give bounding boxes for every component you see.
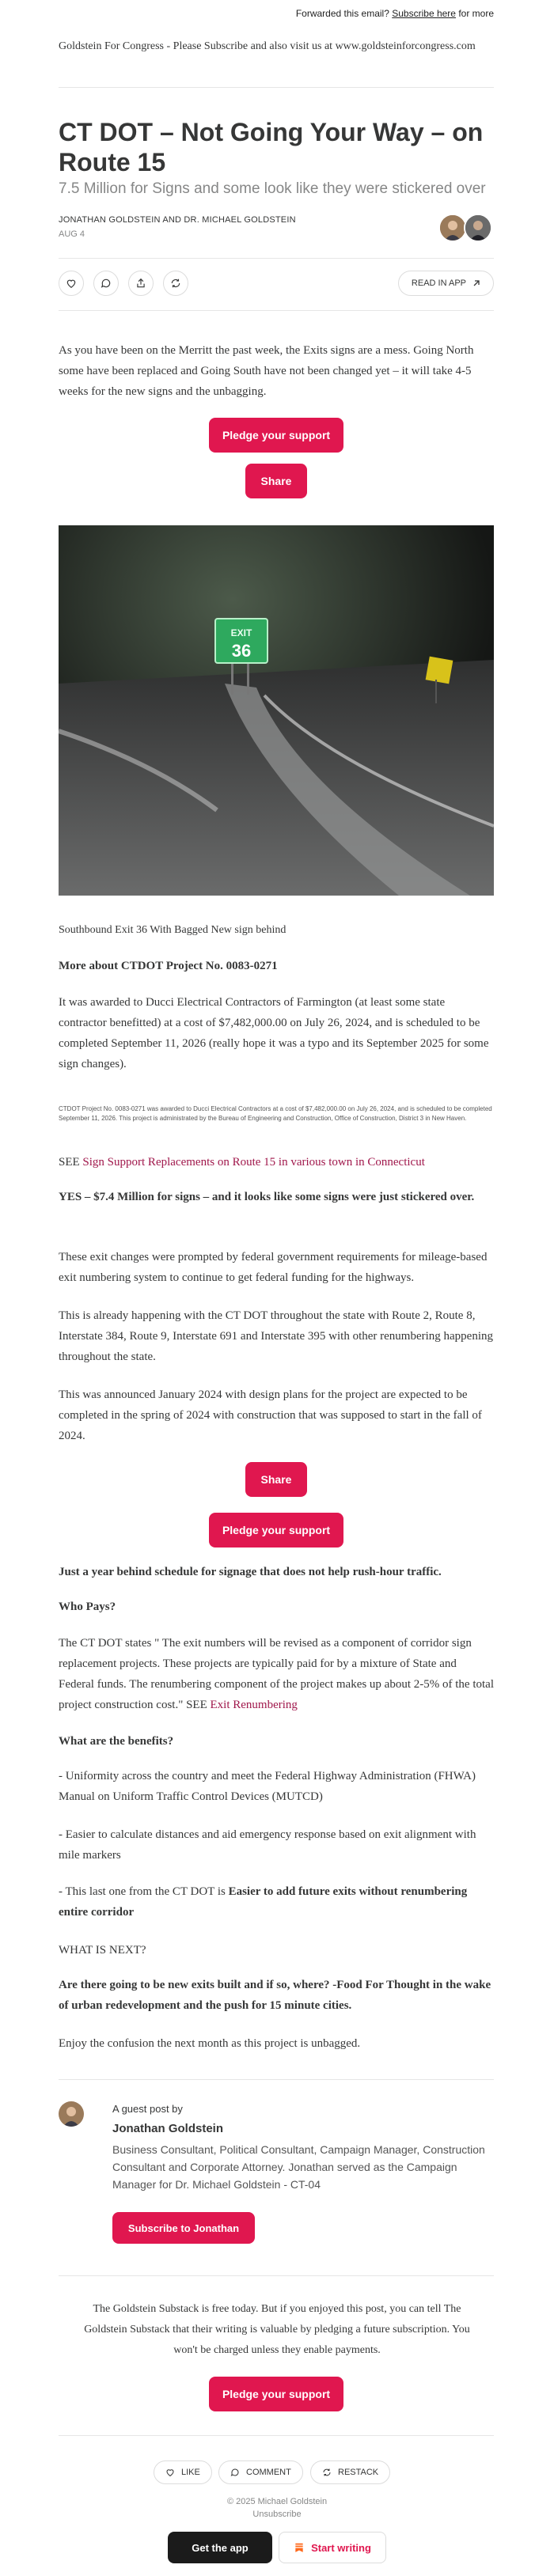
guest-label: A guest post by	[112, 2103, 183, 2115]
comment-label: COMMENT	[246, 2468, 291, 2477]
post-subtitle: 7.5 Million for Signs and some look like they were stickered over	[59, 180, 486, 197]
footer-comment-button[interactable]	[218, 2460, 303, 2484]
heading-more-about: More about CTDOT Project No. 0083-0271	[59, 960, 278, 972]
footer-like-button[interactable]	[154, 2460, 212, 2484]
author-avatar-jonathan[interactable]	[438, 214, 467, 242]
comment-button[interactable]	[93, 271, 119, 296]
copyright: © 2025 Michael Goldstein	[226, 2497, 328, 2506]
read-in-app-label: READ IN APP	[411, 278, 466, 288]
start-writing-button[interactable]	[279, 2532, 386, 2563]
forwarded-suffix: for more	[458, 8, 494, 19]
heading-future-exits: Are there going to be new exits built and if so, where? -Food For Thought in the wake of urban redevelopment and the push for 15 minute cities.	[59, 1979, 491, 2012]
guest-avatar[interactable]	[59, 2101, 84, 2127]
heading-yes: YES – $7.4 Million for signs – and it looks like some signs were just stickered over.	[59, 1191, 475, 1203]
heading-behind: Just a year behind schedule for signage that does not help rush-hour traffic.	[59, 1566, 442, 1578]
restack-button[interactable]	[163, 271, 188, 296]
benefit-distances: - Easier to calculate distances and aid emergency response based on exit alignment with mile markers	[59, 1828, 476, 1862]
pledge-support-button-3[interactable]: Pledge your support	[209, 2377, 343, 2411]
share-button-2[interactable]: Share	[245, 1462, 307, 1497]
benefit-future-exits	[59, 1881, 494, 1923]
federal-paragraph: These exit changes were prompted by federal government requirements for mileage-based exit numbering system to continue to get federal funding for the highways.	[59, 1251, 488, 1284]
post-authors[interactable]: JONATHAN GOLDSTEIN AND DR. MICHAEL GOLDSTEIN	[59, 215, 296, 225]
see-line	[59, 1152, 494, 1172]
footer-restack-button[interactable]	[310, 2460, 390, 2484]
forwarded-notice	[296, 8, 494, 19]
see-prefix: SEE	[59, 1156, 80, 1169]
comment-icon	[101, 278, 112, 289]
routes-paragraph: This is already happening with the CT DOT throughout the state with Route 2, Route 8, Interstate 384, Route 9, Interstate 691 and Interstate 395 with other renumbering happening throughout the state.	[59, 1309, 494, 1363]
subscribe-to-jonathan-button[interactable]: Subscribe to Jonathan	[112, 2212, 255, 2244]
who-pays-paragraph	[59, 1633, 494, 1715]
like-button[interactable]	[59, 271, 84, 296]
divider	[59, 87, 494, 88]
post-title[interactable]: CT DOT – Not Going Your Way – on Route 15	[59, 118, 484, 176]
sign-exit-text: EXIT	[230, 627, 252, 638]
closing-paragraph: Enjoy the confusion the next month as this project is unbagged.	[59, 2037, 361, 2050]
divider	[59, 2079, 494, 2080]
exit-renumbering-link[interactable]: Exit Renumbering	[210, 1699, 298, 1711]
heart-icon	[165, 2468, 175, 2477]
benefit-future-prefix: - This last one from the CT DOT is	[59, 1885, 226, 1898]
announce-paragraph: This was announced January 2024 with design plans for the project are expected to be completed in the spring of 2024 with construction that was supposed to start in the fall of 2024.	[59, 1388, 482, 1442]
heart-icon	[66, 278, 77, 289]
heading-benefits: What are the benefits?	[59, 1735, 174, 1748]
post-date: AUG 4	[59, 229, 85, 239]
restack-icon	[170, 278, 181, 289]
project-note-image: CTDOT Project No. 0083-0271 was awarded to Ducci Electrical Contractors at a cost of $7,482,000.00 on July 26, 2024, and is scheduled to be completed September 11, 2026. This project is administrated by the Bureau of Engineering and Construction, Office of Construction, District 3 in New Haven.	[59, 1105, 492, 1122]
sign-number-text: 36	[231, 641, 252, 661]
get-app-button[interactable]	[168, 2532, 272, 2563]
divider	[59, 310, 494, 311]
who-pays-text: The CT DOT states " The exit numbers will be revised as a component of corridor sign replacement projects. These projects are typically paid for by a mixture of State and Federal funds. The renumbering component of the project makes up about 2-5% of the total project construction cost." SEE	[59, 1637, 494, 1711]
start-writing-label: Start writing	[311, 2541, 371, 2554]
share-button[interactable]: Share	[245, 464, 307, 498]
post-actions-bar	[59, 271, 494, 299]
share-icon-button[interactable]	[128, 271, 154, 296]
benefit-future-bold: Easier to add future exits without renumbering entire corridor	[59, 1885, 468, 1919]
get-app-label: Get the app	[192, 2541, 249, 2554]
divider	[59, 258, 494, 259]
sign-support-link[interactable]: Sign Support Replacements on Route 15 in various town in Connecticut	[82, 1156, 425, 1169]
intro-paragraph: As you have been on the Merritt the past week, the Exits signs are a mess. Going North some have been replaced and Going South have not been changed yet – it will take 4-5 weeks for the new signs and the unbagging.	[59, 344, 474, 398]
read-in-app-button[interactable]	[398, 271, 494, 296]
pledge-support-button[interactable]: Pledge your support	[209, 418, 343, 453]
guest-name[interactable]: Jonathan Goldstein	[112, 2122, 224, 2135]
divider	[59, 2275, 494, 2276]
divider	[59, 2435, 494, 2436]
guest-bio: Business Consultant, Political Consultant, Campaign Manager, Construction Consultant and Corporate Attorney. Jonathan served as the Campaign Manager for Dr. Michael Goldstein - CT-04	[112, 2143, 485, 2191]
forwarded-prefix: Forwarded this email?	[295, 8, 389, 19]
preface-text: Goldstein For Congress - Please Subscribe and also visit us at www.goldsteinforcongress.com	[59, 40, 476, 52]
unsubscribe-link[interactable]: Unsubscribe	[252, 2510, 302, 2519]
pledge-support-button-2[interactable]: Pledge your support	[209, 1513, 343, 1547]
photo-caption: Southbound Exit 36 With Bagged New sign behind	[59, 924, 286, 936]
restack-icon	[322, 2468, 332, 2477]
restack-label: RESTACK	[338, 2468, 379, 2477]
pledge-pitch: The Goldstein Substack is free today. But if you enjoyed this post, you can tell The Goldstein Substack that their writing is valuable by pledging a future subscription. You won't be charged unless they enable payments.	[84, 2303, 470, 2356]
project-paragraph: It was awarded to Ducci Electrical Contractors of Farmington (at least some state contractor benefitted) at a cost of $7,482,000.00 on July 26, 2024, and is scheduled to be completed September 11, 2026 (really hope it was a typo and its September 2025 for some sign changes).	[59, 996, 489, 1070]
comment-icon	[230, 2468, 240, 2477]
share-icon	[135, 278, 146, 289]
heading-what-next: WHAT IS NEXT?	[59, 1944, 146, 1957]
exit-sign-photo	[59, 525, 494, 896]
benefit-uniformity: - Uniformity across the country and meet the Federal Highway Administration (FHWA) Manual on Uniform Traffic Control Devices (MUTCD)	[59, 1770, 476, 1803]
heading-who-pays: Who Pays?	[59, 1601, 116, 1613]
like-label: LIKE	[181, 2468, 200, 2477]
subscribe-here-link[interactable]: Subscribe here	[392, 8, 456, 19]
arrow-up-right-icon	[472, 279, 480, 287]
author-avatar-michael[interactable]	[464, 214, 492, 242]
substack-logo-icon	[294, 2542, 305, 2553]
